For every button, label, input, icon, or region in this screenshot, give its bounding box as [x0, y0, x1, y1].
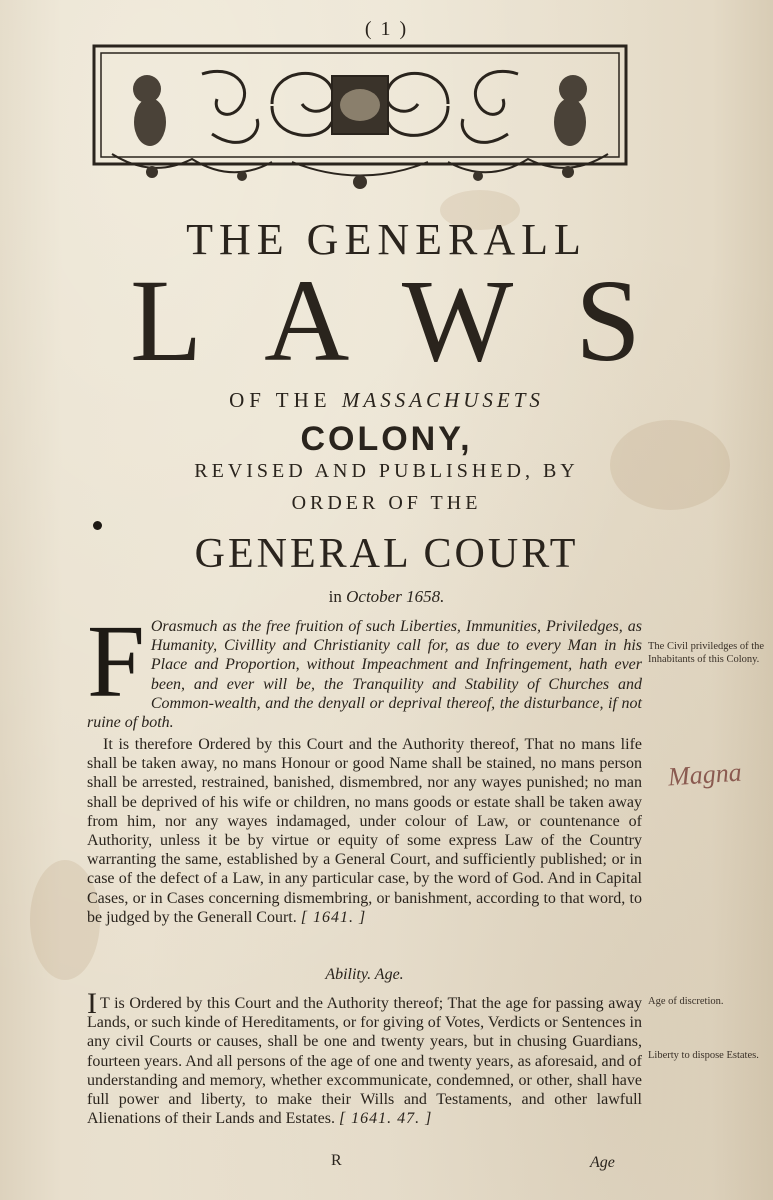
drop-cap: F — [87, 604, 145, 719]
title-line-of-the-massachusets — [0, 388, 773, 413]
margin-note-liberty-estates: Liberty to dispose Estates. — [648, 1050, 759, 1061]
title-line-revised: REVISED AND PUBLISHED, BY — [194, 460, 579, 482]
ordered-text: It is therefore Ordered by this Court and the Authority thereof, That no mans life shall be taken away, no mans Honour or good Name shall be stained, no mans person shall be arrested, restrained, banished, dismembred, nor any wayes punished; no man shall be deprived of his wife or children, no mans goods or estate shall be taken away from him, nor any wayes indamaged, under colour of Law, or countenance of Authority, unless it be by virtue or equity of some express Law of the Country warranting the same, established by a General Court, and sufficiently published; or in case of the defect of a Law, in any particular case, by the word of God. And in Capital Cases, or in Cases concerning dismembring, or banishment, according to that word, to be judged by the Generall Court. — [87, 736, 642, 926]
title-massachusets: MASSACHUSETS — [341, 388, 544, 412]
title-line-laws: LAWS — [130, 255, 703, 386]
page-number: ( 1 ) — [364, 18, 409, 40]
date-text: October 1658. — [346, 587, 445, 606]
catchword: Age — [590, 1154, 615, 1171]
ability-paragraph — [87, 987, 642, 1128]
preamble-paragraph — [87, 604, 642, 732]
title-line-general-court: GENERAL COURT — [194, 531, 579, 577]
ability-text: T is Ordered by this Court and the Authority thereof; That the age for passing away Lands, or such kinde of Hereditaments, or for giving of Votes, Verdicts or Sentences in any civil Courts or causes, shall be one and twenty years, but in chusing Guardians, fourteen years. And all persons of the age of one and twenty years, as aforesaid, and of understanding and memory, whether excommunicate, condemned, or other, shall have full power and liberty, to make their Wills and Testaments, and other lawfull Alienations of their Lands and Estates. — [87, 995, 642, 1128]
ink-dot — [93, 521, 102, 530]
preamble-text: Orasmuch as the free fruition of such Liberties, Immunities, Priviledges, as Humanity, Civillity and Christianity call for, as due to every Man in his Place and Proportion, without Impeachment and Infringement, hath ever been, and ever will be, the Tranquility and Stability of Churches and Common-wealth, and the denyall or deprival thereof, the disturbance, if not ruine of both. — [87, 618, 642, 732]
ordered-year: [ 1641. ] — [300, 908, 367, 926]
margin-note-civil-priviledges: The Civil priviledges of the Inhabitants of this Colony. — [648, 641, 765, 665]
margin-note-age-discretion: Age of discretion. — [648, 996, 724, 1007]
date-prefix: in — [328, 587, 342, 606]
handwritten-annotation: Magna — [667, 757, 743, 792]
section-heading-ability-age: Ability. Age. — [325, 966, 404, 983]
title-line-colony: COLONY, — [300, 420, 473, 458]
signature-mark: R — [331, 1152, 342, 1169]
title-of-the: OF THE — [229, 388, 332, 412]
ability-initial: I — [87, 987, 97, 1020]
ornamental-headpiece — [92, 44, 628, 192]
ordered-paragraph — [87, 735, 642, 927]
title-line-generall: THE GENERALL — [186, 215, 587, 264]
title-line-order: ORDER OF THE — [291, 492, 482, 514]
ability-year: [ 1641. 47. ] — [338, 1110, 433, 1128]
